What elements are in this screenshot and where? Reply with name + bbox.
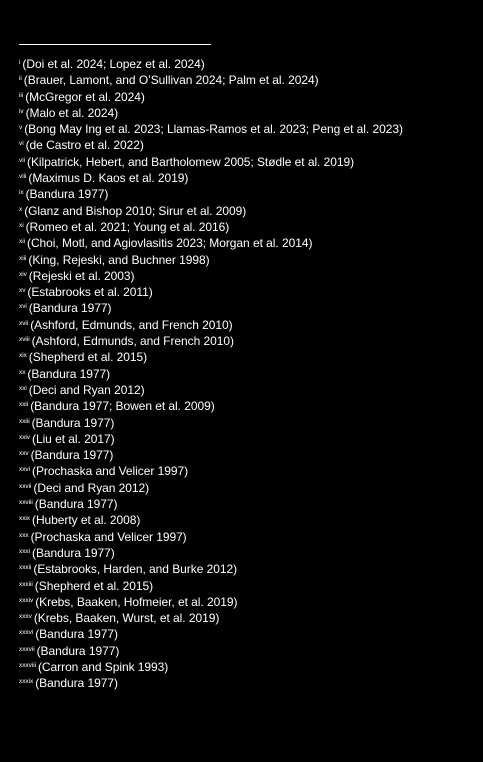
footnote-citation: (Romeo et al. 2021; Young et al. 2016) [25, 219, 230, 234]
footnote-item [19, 186, 479, 202]
footnote-item [19, 154, 479, 170]
footnote-item [19, 415, 479, 431]
footnote-citation: (Bandura 1977) [34, 497, 118, 512]
footnote-marker: xii [19, 238, 25, 246]
footnote-item [19, 382, 479, 398]
footnote-citation: (Prochaska and Velicer 1997) [30, 529, 187, 544]
footnote-marker: xxi [19, 384, 27, 392]
footnote-citation: (Bong May Ing et al. 2023; Llamas-Ramos et al. 2023; Peng et al. 2023) [24, 122, 403, 137]
footnote-marker: vii [19, 156, 25, 164]
footnote-citation: (Krebs, Baaken, Wurst, et al. 2019) [33, 611, 220, 626]
footnote-separator-rule [19, 44, 211, 45]
footnote-citation: (Bandura 1977) [31, 415, 115, 430]
footnote-marker: v [19, 124, 23, 132]
footnote-item [19, 317, 479, 333]
footnote-item [19, 398, 479, 414]
footnote-citation: (Bandura 1977; Bowen et al. 2009) [30, 399, 215, 414]
footnote-item [19, 496, 479, 512]
footnote-marker: xxxvi [19, 629, 34, 637]
footnote-marker: xxiv [19, 433, 30, 441]
footnote-citation: (Deci and Ryan 2012) [28, 382, 145, 397]
footnote-citation: (de Castro et al. 2022) [25, 138, 144, 153]
footnote-item [19, 480, 479, 496]
footnote-marker: xxiii [19, 417, 30, 425]
footnote-marker: ii [19, 75, 22, 83]
footnote-item [19, 284, 479, 300]
footnote-citation: (Brauer, Lamont, and O’Sullivan 2024; Palm et al. 2024) [23, 73, 319, 88]
footnote-marker: xiii [19, 254, 27, 262]
footnote-item [19, 659, 479, 675]
footnote-citation: (Bandura 1977) [27, 366, 111, 381]
footnote-citation: (Bandura 1977) [35, 627, 118, 642]
footnote-item [19, 463, 479, 479]
footnote-citation: (Maximus D. Kaos et al. 2019) [28, 171, 189, 186]
footnote-marker: xxvi [19, 466, 30, 474]
footnote-marker: iv [19, 107, 24, 115]
footnote-marker: xxxviii [19, 661, 36, 669]
footnote-marker: x [19, 205, 23, 213]
footnote-item [19, 203, 479, 219]
footnote-marker: xvii [19, 319, 29, 327]
footnote-item [19, 121, 479, 137]
footnote-citation: (Bandura 1977) [28, 301, 112, 316]
footnote-item [19, 594, 479, 610]
footnote-marker: xvi [19, 303, 27, 311]
footnote-marker: xxxv [19, 613, 32, 621]
footnote-marker: xxviii [19, 499, 33, 507]
footnote-item [19, 561, 479, 577]
footnote-item [19, 349, 479, 365]
footnote-citation: (Prochaska and Velicer 1997) [32, 464, 189, 479]
footnote-item [19, 643, 479, 659]
footnote-marker: xxxiii [19, 580, 33, 588]
footnote-item [19, 105, 479, 121]
footnote-item [19, 235, 479, 251]
footnote-marker: xxvii [19, 482, 32, 490]
footnote-item [19, 431, 479, 447]
footnote-marker: xxii [19, 401, 29, 409]
footnote-marker: xxx [19, 531, 29, 539]
footnote-item [19, 72, 479, 88]
footnote-item [19, 675, 479, 691]
footnote-item [19, 333, 479, 349]
footnote-citation: (Kilpatrick, Hebert, and Bartholomew 2005; Stødle et al. 2019) [27, 154, 355, 169]
footnote-item [19, 545, 479, 561]
footnote-item [19, 252, 479, 268]
footnote-citation: (Bandura 1977) [30, 448, 114, 463]
footnote-citation: (Ashford, Edmunds, and French 2010) [31, 334, 234, 349]
footnote-citation: (McGregor et al. 2024) [25, 89, 145, 104]
footnote-citation: (Krebs, Baaken, Hofmeier, et al. 2019) [35, 594, 238, 609]
footnote-item [19, 56, 479, 72]
footnote-marker: viii [19, 173, 27, 181]
footnote-citation: (Malo et al. 2024) [25, 105, 119, 120]
footnote-marker: xxxiv [19, 596, 34, 604]
footnote-citation: (Bandura 1977) [35, 676, 118, 691]
footnote-citation: (Estabrooks et al. 2011) [27, 285, 153, 300]
footnote-marker: xi [19, 221, 24, 229]
footnote-marker: xxxi [19, 547, 30, 555]
footnote-marker: xxv [19, 450, 29, 458]
footnote-citation: (Ashford, Edmunds, and French 2010) [30, 317, 233, 332]
footnote-citation: (Deci and Ryan 2012) [33, 480, 150, 495]
footnote-marker: xxxvii [19, 645, 35, 653]
footnote-item [19, 268, 479, 284]
footnote-citation: (Bandura 1977) [32, 545, 115, 560]
footnote-item [19, 219, 479, 235]
footnote-citation: (Shepherd et al. 2015) [28, 350, 148, 365]
footnote-marker: xx [19, 368, 26, 376]
footnote-item [19, 512, 479, 528]
footnote-citation: (Glanz and Bishop 2010; Sirur et al. 2009) [24, 203, 247, 218]
footnote-citation: (Carron and Spink 1993) [37, 659, 169, 674]
footnote-citation: (King, Rejeski, and Buchner 1998) [28, 252, 210, 267]
footnote-marker: ix [19, 189, 24, 197]
footnote-marker: xiv [19, 270, 27, 278]
footnote-citation: (Liu et al. 2017) [32, 431, 115, 446]
footnote-item [19, 610, 479, 626]
footnote-marker: iii [19, 91, 24, 99]
footnote-marker: xix [19, 352, 27, 360]
footnote-citation: (Bandura 1977) [25, 187, 109, 202]
footnote-marker: xxxii [19, 564, 32, 572]
footnote-item [19, 447, 479, 463]
footnote-citation: (Shepherd et al. 2015) [34, 578, 154, 593]
footnote-marker: xviii [19, 336, 30, 344]
footnote-marker: xv [19, 287, 26, 295]
footnote-item [19, 366, 479, 382]
footnote-list [19, 56, 479, 692]
footnote-marker: vi [19, 140, 24, 148]
footnote-item [19, 170, 479, 186]
footnote-marker: i [19, 59, 21, 66]
footnote-citation: (Estabrooks, Harden, and Burke 2012) [33, 562, 238, 577]
footnote-citation: (Choi, Motl, and Agiovlasitis 2023; Morgan et al. 2014) [27, 236, 313, 251]
footnote-citation: (Huberty et al. 2008) [32, 513, 141, 528]
footnote-item [19, 578, 479, 594]
footnote-item [19, 626, 479, 642]
footnote-item [19, 137, 479, 153]
footnote-citation: (Rejeski et al. 2003) [28, 268, 135, 283]
footnote-item [19, 89, 479, 105]
footnote-item [19, 529, 479, 545]
footnote-citation: (Bandura 1977) [36, 643, 120, 658]
footnote-marker: xxxix [19, 678, 34, 686]
footnote-item [19, 300, 479, 316]
footnote-citation: (Doi et al. 2024; Lopez et al. 2024) [22, 57, 205, 71]
footnote-marker: xxix [19, 515, 30, 523]
